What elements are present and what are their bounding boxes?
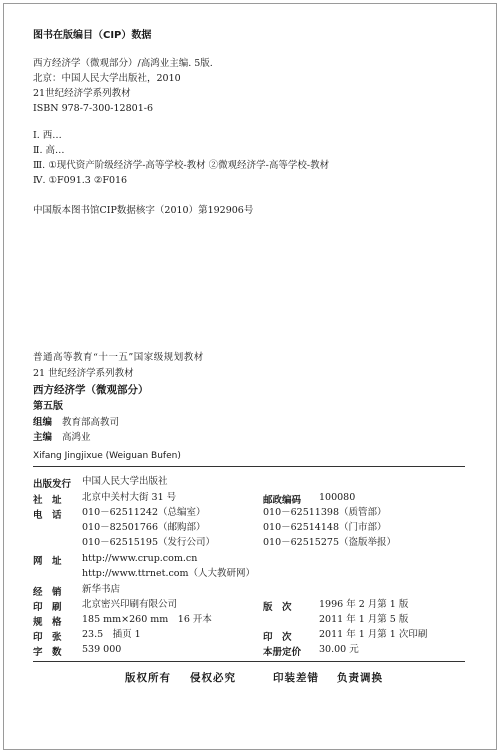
words-label: 字 数 <box>33 647 62 658</box>
divider-rule-top <box>33 466 465 467</box>
spec-label: 规 格 <box>33 617 62 628</box>
phone-right-2: 010－62514148（门市部） <box>263 522 387 533</box>
cip-line-isbn: ISBN 978-7-300-12801-6 <box>33 103 153 114</box>
series-line-1: 普通高等教育“十一五”国家级规划教材 <box>33 352 204 363</box>
cip-line-title: 西方经济学（微观部分）/高鸿业主编. 5版. <box>33 58 213 69</box>
postcode-value: 100080 <box>319 492 356 503</box>
book-title-pinyin: Xifang Jingjixue (Weiguan Bufen) <box>33 451 181 461</box>
web-url-2: http://www.ttrnet.com（人大教研网） <box>82 568 256 579</box>
printing-value: 2011 年 1 月第 1 次印刷 <box>319 629 428 640</box>
cip-line-publisher: 北京：中国人民大学出版社，2010 <box>33 73 181 84</box>
printing-label: 印 次 <box>263 632 292 643</box>
divider-rule-bottom <box>33 661 465 662</box>
book-title: 西方经济学（微观部分） <box>33 384 149 396</box>
cip-subject-1: Ⅰ. 西… <box>33 130 62 141</box>
phone-right-3: 010－62515275（盗版举报） <box>263 537 396 548</box>
distributor-value: 新华书店 <box>82 584 121 595</box>
cip-library-note: 中国版本图书馆CIP数据核字（2010）第192906号 <box>33 205 254 216</box>
cip-heading: 图书在版编目（CIP）数据 <box>33 30 152 41</box>
postcode-label: 邮政编码 <box>263 495 302 506</box>
publisher-value: 中国人民大学出版社 <box>82 476 168 487</box>
exchange-notice: 负责调换 <box>337 672 383 684</box>
address-value: 北京中关村大街 31 号 <box>82 492 177 503</box>
series-line-2: 21 世纪经济学系列教材 <box>33 368 134 379</box>
price-value: 30.00 元 <box>319 644 359 655</box>
editor-value: 高鸿业 <box>62 432 91 443</box>
cip-line-series: 21世纪经济学系列教材 <box>33 88 131 99</box>
words-value: 539 000 <box>82 644 122 655</box>
phone-label: 电 话 <box>33 510 62 521</box>
web-label: 网 址 <box>33 556 62 567</box>
edition-current: 2011 年 1 月第 5 版 <box>319 614 409 625</box>
print-error-notice: 印装差错 <box>273 672 319 684</box>
phone-left-2: 010－82501766（邮购部） <box>82 522 206 533</box>
phone-right-1: 010－62511398（质管部） <box>263 507 387 518</box>
cip-subject-2: Ⅱ. 高… <box>33 145 65 156</box>
rights-reserved: 版权所有 <box>125 672 171 684</box>
spec-value: 185 mm×260 mm 16 开本 <box>82 614 212 625</box>
publisher-label: 出版发行 <box>33 479 72 490</box>
price-label: 本册定价 <box>263 647 302 658</box>
cip-subject-4: Ⅳ. ①F091.3 ②F016 <box>33 175 128 186</box>
phone-left-3: 010－62515195（发行公司） <box>82 537 215 548</box>
cip-subject-3: Ⅲ. ①现代资产阶级经济学-高等学校-教材 ②微观经济学-高等学校-教材 <box>33 160 330 171</box>
distributor-label: 经 销 <box>33 587 62 598</box>
phone-left-1: 010－62511242（总编室） <box>82 507 206 518</box>
infringement-notice: 侵权必究 <box>190 672 236 684</box>
edition-first: 1996 年 2 月第 1 版 <box>319 599 409 610</box>
sheets-value: 23.5 插页 1 <box>82 629 141 640</box>
book-edition: 第五版 <box>33 401 63 412</box>
printer-label: 印 刷 <box>33 602 62 613</box>
printer-value: 北京密兴印刷有限公司 <box>82 599 178 610</box>
web-url-1: http://www.crup.com.cn <box>82 553 198 564</box>
organizer-value: 教育部高教司 <box>62 417 120 428</box>
editor-label: 主编 <box>33 432 53 443</box>
organizer-label: 组编 <box>33 417 53 428</box>
address-label: 社 址 <box>33 495 62 506</box>
sheets-label: 印 张 <box>33 632 62 643</box>
edition-label: 版 次 <box>263 602 292 613</box>
